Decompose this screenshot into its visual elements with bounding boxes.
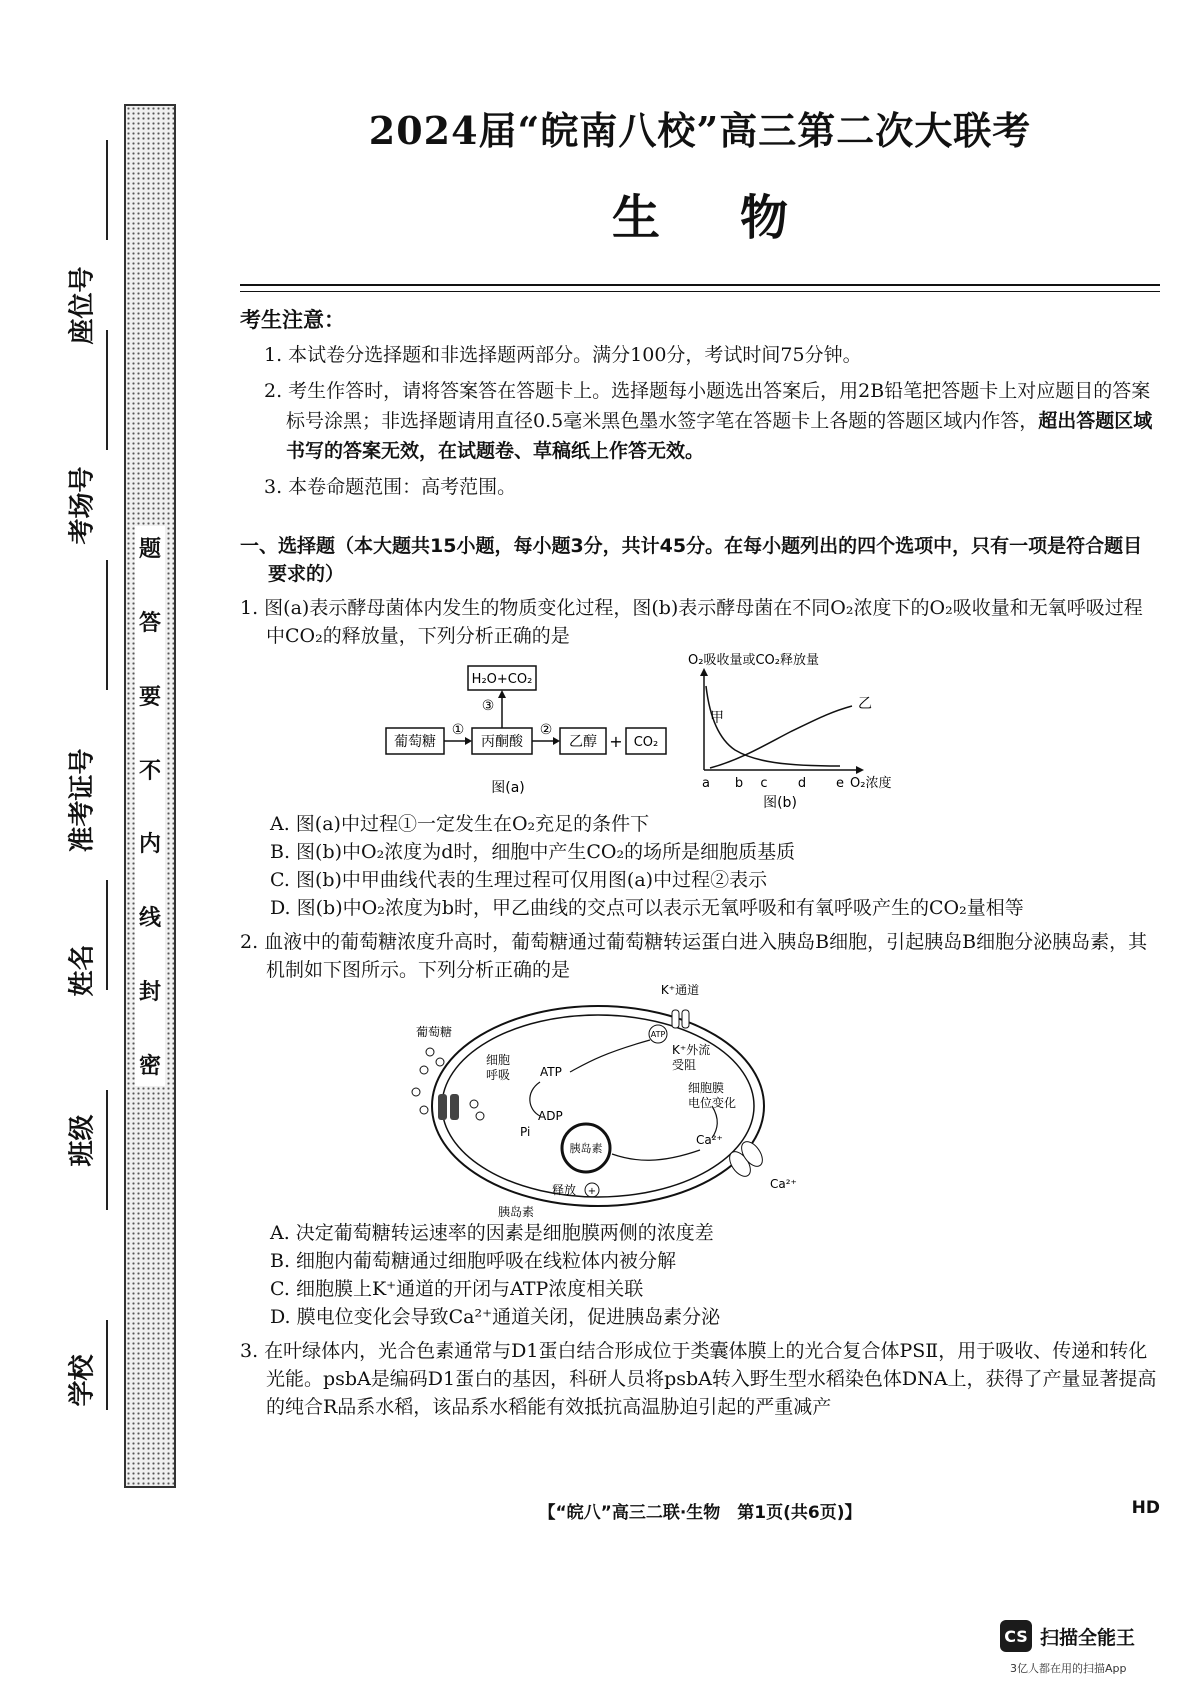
figure-b-xlabel: O₂浓度 [850, 776, 892, 791]
water-label: H₂O+CO₂ [471, 672, 533, 687]
y-axis-arrow [700, 668, 708, 676]
exam-page [240, 100, 1160, 1421]
binding-margin [40, 100, 120, 1480]
glucose-molecule [420, 1106, 428, 1114]
release-label: 释放 [552, 1183, 577, 1197]
atp-label: ATP [540, 1065, 562, 1079]
arrow-1-head [465, 737, 472, 745]
notice-item-3: 3. 本卷命题范围：高考范围。 [264, 476, 517, 498]
k-efflux-label-2: 受阻 [672, 1058, 697, 1072]
step-1: ① [451, 722, 465, 738]
notice-heading: 考生注意： [240, 308, 345, 332]
ca-inside-label: Ca²⁺ [696, 1133, 723, 1147]
co2-label: CO₂ [633, 735, 659, 750]
seal-text: 题 答 要 不 内 线 封 密 [135, 526, 165, 1086]
footer-page-info: 【“皖八”高三二联·生物 第1页(共6页)】 [538, 1503, 862, 1523]
atp-small-label: ATP [650, 1030, 666, 1039]
glucose-molecule [412, 1088, 420, 1096]
page-footer [240, 1498, 1160, 1523]
class-label: 班级 [67, 1113, 98, 1167]
plus-sign: + [609, 732, 623, 751]
question-2-option-d: D. 膜电位变化会导致Ca²⁺通道关闭，促进胰岛素分泌 [270, 1306, 721, 1328]
footer-code: HD [1131, 1498, 1160, 1518]
respiration-label-2: 呼吸 [486, 1068, 511, 1082]
figure-b-caption: 图(b) [763, 795, 797, 810]
glucose-transporter-right [450, 1094, 459, 1120]
insulin-out-label: 胰岛素 [498, 1205, 535, 1219]
notice-item-1: 1. 本试卷分选择题和非选择题两部分。满分100分，考试时间75分钟。 [264, 344, 862, 366]
glucose-label: 葡萄糖 [394, 734, 436, 750]
seat-label: 座位号 [67, 265, 98, 345]
promote-sign: + [587, 1186, 597, 1197]
k-channel-left [672, 1010, 679, 1028]
step-2: ② [539, 722, 553, 738]
tick-d: d [797, 776, 807, 791]
curve-yi-label: 乙 [858, 696, 872, 712]
glucose-label: 葡萄糖 [416, 1025, 453, 1039]
ticket-label: 准考证号 [67, 747, 98, 853]
question-1-option-c: C. 图(b)中甲曲线代表的生理过程可仅用图(a)中过程②表示 [270, 869, 768, 891]
curve-jia [706, 686, 840, 766]
ca-to-vesicle-arrow [612, 1150, 700, 1160]
glucose-molecule [436, 1058, 444, 1066]
glucose-molecule [476, 1112, 484, 1120]
seat-line [106, 140, 108, 240]
curve-yi [710, 706, 852, 768]
question-1-option-d: D. 图(b)中O₂浓度为b时，甲乙曲线的交点可以表示无氧呼吸和有氧呼吸产生的CO₂量相等 [270, 897, 1024, 919]
ethanol-label: 乙醇 [569, 734, 597, 750]
question-1-stem: 1. 图(a)表示酵母菌体内发生的物质变化过程，图(b)表示酵母菌在不同O₂浓度下的O₂吸收量和无氧呼吸过程中CO₂的释放量，下列分析正确的是 [240, 597, 1143, 647]
school-line [106, 1320, 108, 1410]
tick-a: a [702, 776, 710, 791]
respiration-label-1: 细胞 [486, 1053, 511, 1067]
k-channel-label: K⁺通道 [660, 984, 700, 997]
question-1-figures [240, 650, 1160, 810]
step-3: ③ [481, 698, 495, 714]
question-2-stem: 2. 血液中的葡萄糖浓度升高时，葡萄糖通过葡萄糖转运蛋白进入胰岛B细胞，引起胰岛B细胞分泌胰岛素，其机制如下图所示。下列分析正确的是 [240, 931, 1148, 981]
question-1-option-a: A. 图(a)中过程①一定发生在O₂充足的条件下 [270, 813, 650, 835]
insulin-vesicle-label: 胰岛素 [569, 1142, 603, 1155]
title-rule [240, 284, 1160, 292]
ca-outside-label: Ca²⁺ [770, 1177, 797, 1191]
arrow-2-head [553, 737, 560, 745]
notice-block [240, 304, 1160, 502]
tick-e: e [836, 776, 844, 791]
glucose-molecule [470, 1100, 478, 1108]
question-3-stem: 3. 在叶绿体内，光合色素通常与D1蛋白结合形成位于类囊体膜上的光合复合体PSⅡ，用于吸收、传递和转化光能。psbA是编码D1蛋白的基因，科研人员将psbA转入野生型水稻染色体DNA上，获得了产量显著提高的纯合R品系水稻，该品系水稻能有效抵抗高温胁迫引起的严重减产 [240, 1340, 1157, 1418]
curve-jia-label: 甲 [710, 710, 724, 726]
subject-title: 生物 [611, 190, 868, 246]
question-2-option-c: C. 细胞膜上K⁺通道的开闭与ATP浓度相关联 [270, 1278, 644, 1300]
figure-b-ylabel: O₂吸收量或CO₂释放量 [688, 653, 819, 668]
class-line [106, 1090, 108, 1210]
section-heading: 一、选择题（本大题共15小题，每小题3分，共计45分。在每小题列出的四个选项中，只有一项是符合题目要求的） [240, 535, 1143, 585]
room-line [106, 330, 108, 450]
scanner-watermark [1000, 1620, 1135, 1652]
scanner-tagline: 3亿人都在用的扫描App [1010, 1662, 1127, 1675]
arrow-3-head [498, 690, 506, 698]
beta-cell-diagram [240, 984, 1160, 1219]
k-efflux-label-1: K⁺外流 [672, 1043, 711, 1057]
figure-a [386, 666, 666, 796]
name-line [106, 880, 108, 990]
atp-to-channel-arrow [570, 1040, 650, 1072]
scanner-logo-icon: CS [1000, 1620, 1032, 1652]
scanner-name: 扫描全能王 [1040, 1626, 1136, 1649]
seal-strip [124, 104, 176, 1488]
adp-label: ADP [538, 1109, 563, 1123]
question-2-option-b: B. 细胞内葡萄糖通过细胞呼吸在线粒体内被分解 [270, 1250, 677, 1272]
membrane-label-1: 细胞膜 [688, 1081, 725, 1095]
notice-item-2: 2. 考生作答时，请将答案答在答题卡上。选择题每小题选出答案后，用2B铅笔把答题卡上对应题目的答案标号涂黑；非选择题请用直径0.5毫米黑色墨水签字笔在答题卡上各题的答题区域内作答，超出答题区域书写的答案无效，在试题卷、草稿纸上作答无效。 [264, 380, 1153, 462]
membrane-label-2: 电位变化 [688, 1096, 737, 1110]
question-2-option-a: A. 决定葡萄糖转运速率的因素是细胞膜两侧的浓度差 [270, 1222, 714, 1244]
figure-b [688, 652, 891, 810]
ticket-line [106, 560, 108, 690]
question-2-figure [240, 984, 1160, 1219]
glucose-transporter-left [438, 1094, 447, 1120]
question-1-option-b: B. 图(b)中O₂浓度为d时，细胞中产生CO₂的场所是细胞质基质 [270, 841, 796, 863]
pyruvate-label: 丙酮酸 [481, 734, 523, 750]
k-channel-right [682, 1010, 689, 1028]
tick-c: c [760, 776, 768, 791]
pi-label: Pi [520, 1125, 531, 1139]
x-axis-arrow [856, 766, 864, 774]
figure-a-b [240, 650, 1160, 810]
glucose-molecule [426, 1048, 434, 1056]
school-label: 学校 [67, 1353, 98, 1407]
exam-title: 2024届“皖南八校”高三第二次大联考 [368, 108, 1032, 153]
figure-a-caption: 图(a) [491, 780, 525, 796]
room-label: 考场号 [67, 465, 98, 545]
name-label: 姓名 [67, 943, 98, 997]
tick-b: b [734, 776, 744, 791]
glucose-molecule [420, 1066, 428, 1074]
